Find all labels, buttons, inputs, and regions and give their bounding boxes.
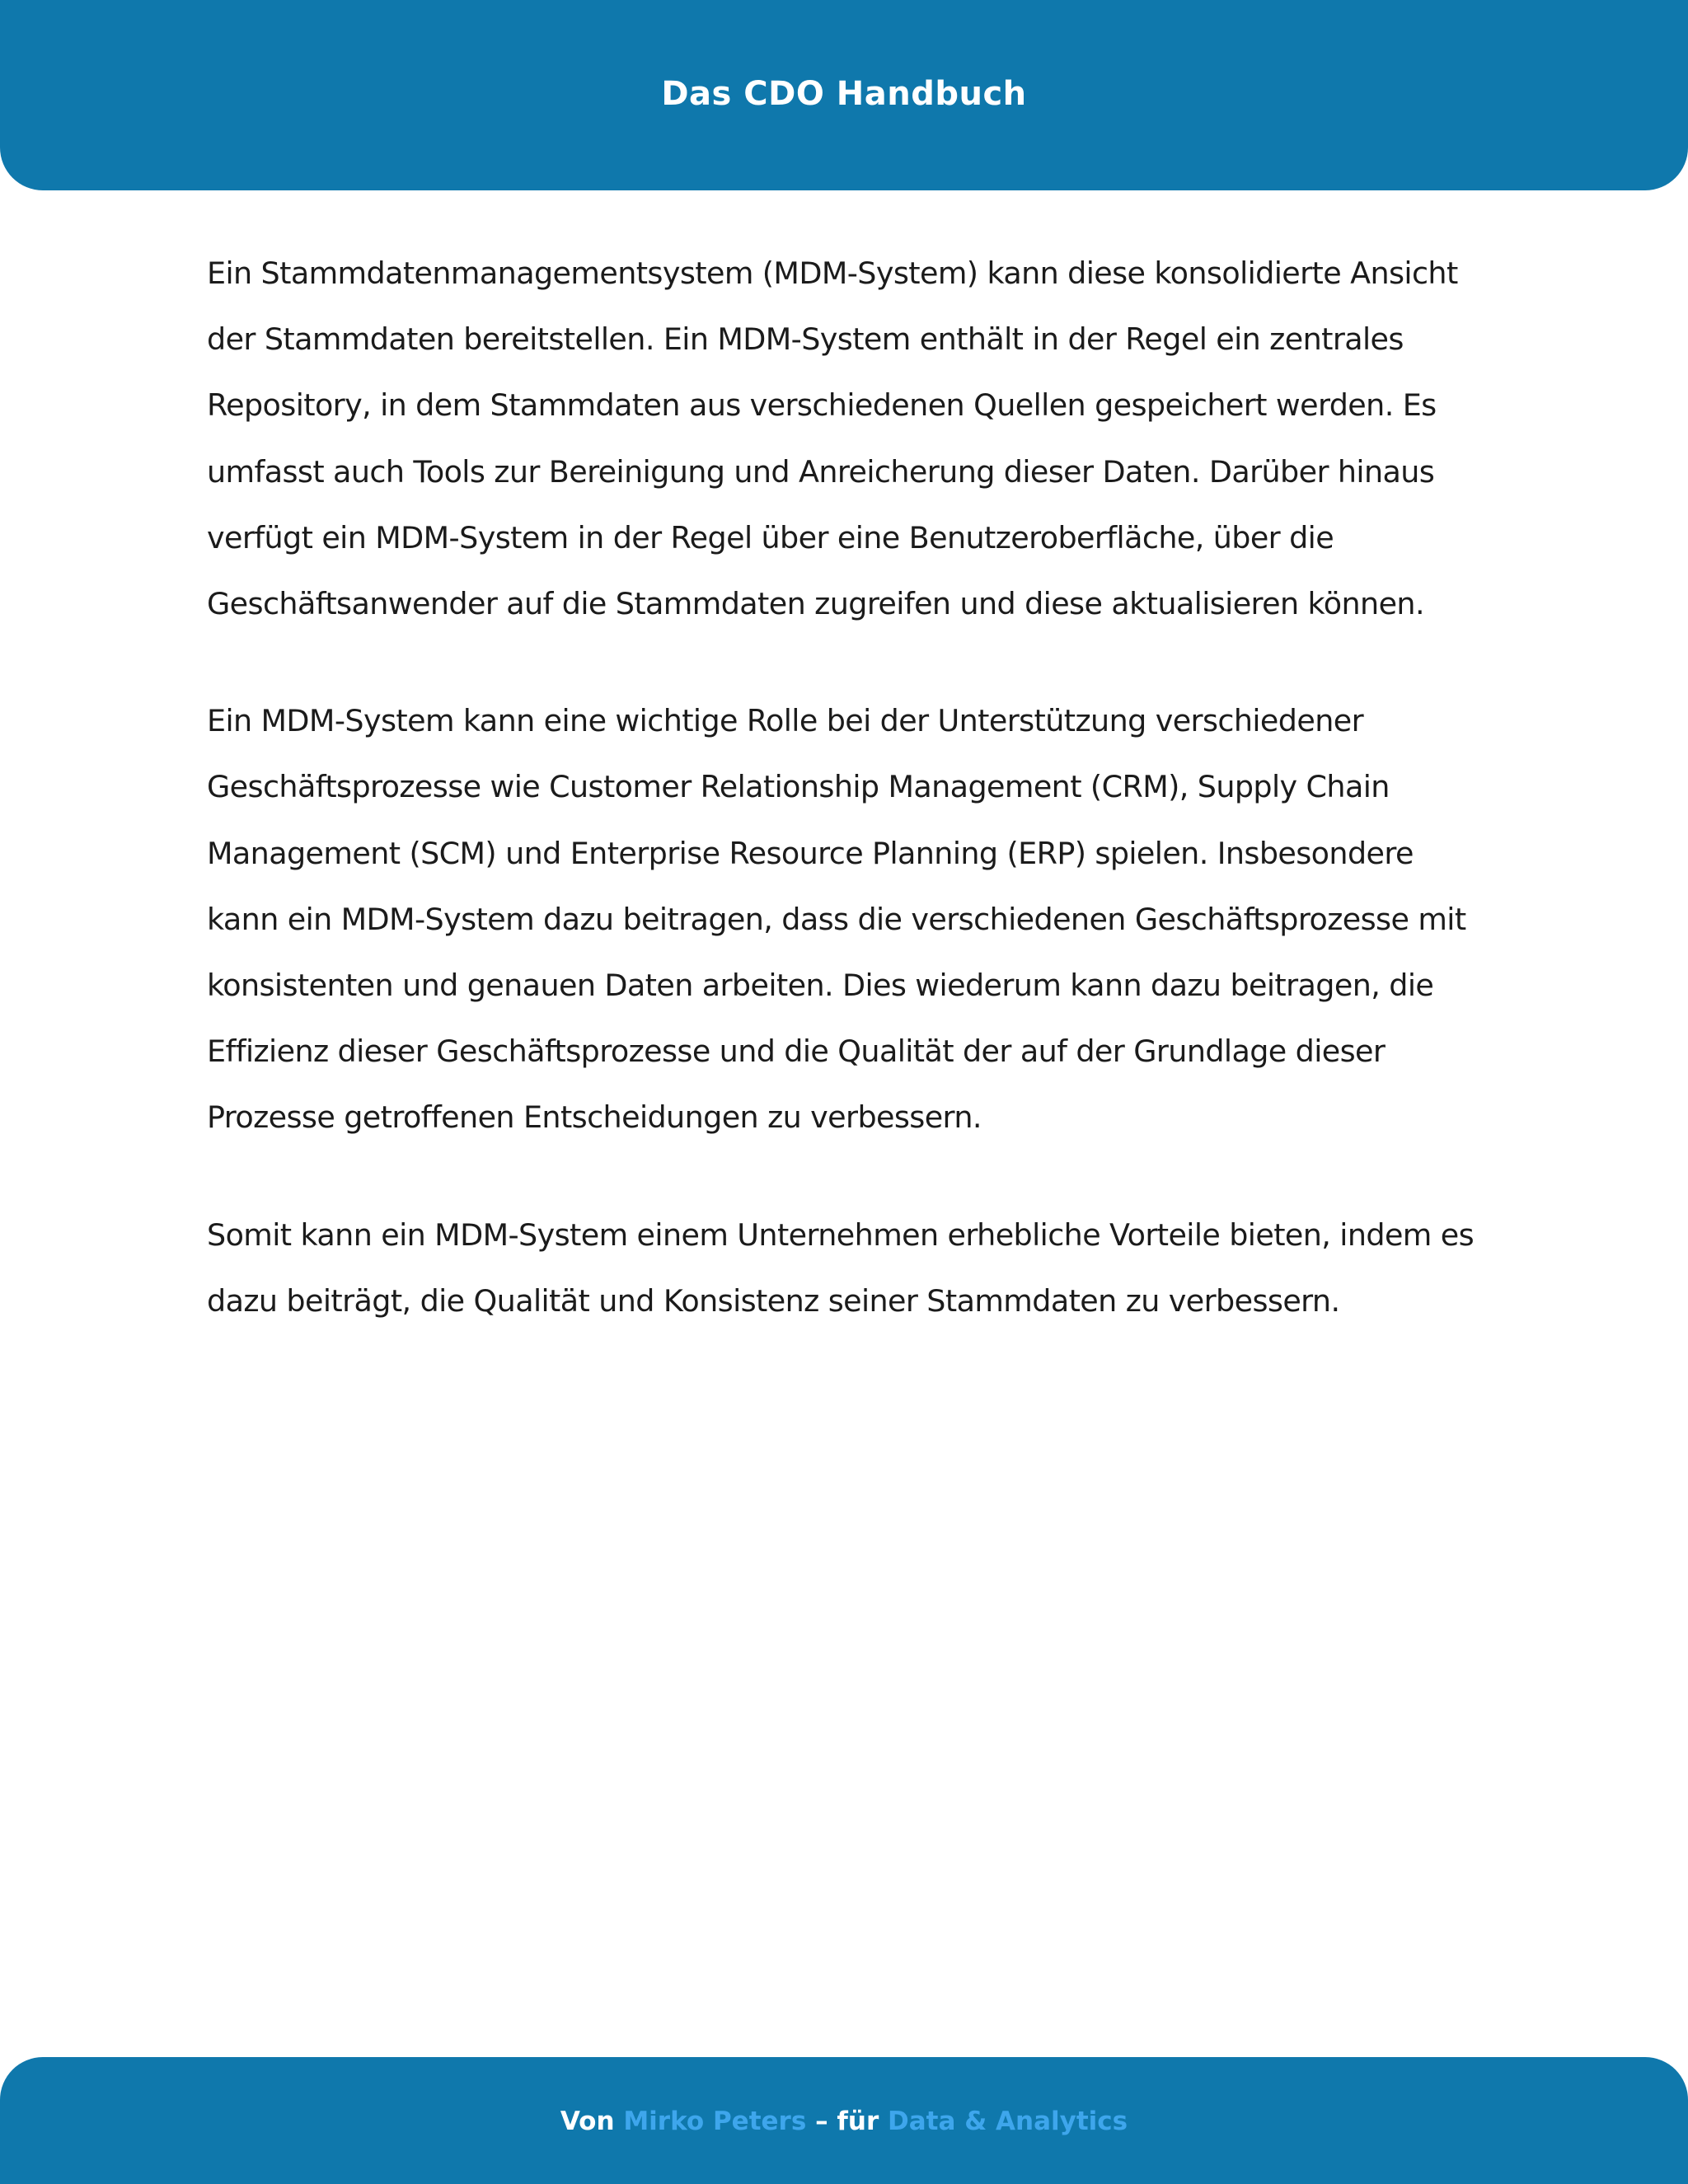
header-title: Das CDO Handbuch <box>661 75 1027 113</box>
footer-topic: Data & Analytics <box>888 2107 1128 2136</box>
body-paragraph: Somit kann ein MDM-System einem Unternehmen erhebliche Vorteile bieten, indem es dazu beiträgt, die Qualität und Konsistenz seiner Stammdaten zu verbessern. <box>207 1216 1475 1319</box>
main-content <box>207 241 1493 1385</box>
body-paragraph: Ein Stammdatenmanagementsystem (MDM-System) kann diese konsolidierte Ansicht der Stammdaten bereitstellen. Ein MDM-System enthält in der Regel ein zentrales Repository, in dem Stammdaten aus verschiedenen Quellen gespeichert werden. Es umfasst auch Tools zur Bereinigung und Anreicherung dieser Daten. Darüber hinaus verfügt ein MDM-System in der Regel über eine Benutzeroberfläche, über die Geschäftsanwender auf die Stammdaten zugreifen und diese aktualisieren können. <box>207 255 1458 622</box>
footer-credit <box>560 2107 1128 2136</box>
footer-prefix: Von <box>560 2107 624 2136</box>
body-paragraph: Ein MDM-System kann eine wichtige Rolle bei der Unterstützung verschiedener Geschäftsprozesse wie Customer Relationship Management (CRM), Supply Chain Management (SCM) und Enterprise Resource Planning (ERP) spielen. Insbesondere kann ein MDM-System dazu beitragen, dass die verschiedenen Geschäftsprozesse mit konsistenten und genauen Daten arbeiten. Dies wiederum kann dazu beitragen, die Effizienz dieser Geschäftsprozesse und die Qualität der auf der Grundlage dieser Prozesse getroffenen Entscheidungen zu verbessern. <box>207 703 1466 1136</box>
footer-author: Mirko Peters <box>623 2107 807 2136</box>
page-header <box>0 0 1688 190</box>
page-footer <box>0 2057 1688 2184</box>
footer-separator: – für <box>806 2107 889 2136</box>
